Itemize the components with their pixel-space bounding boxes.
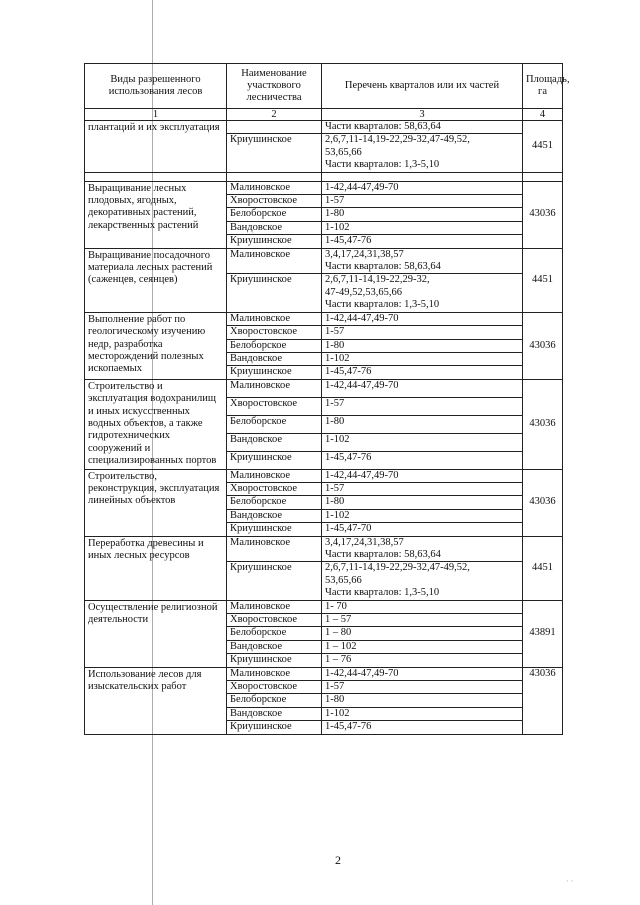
forestry-name-cell: Малиновское xyxy=(227,181,322,194)
forestry-name-cell: Белоборское xyxy=(227,339,322,352)
forestry-name-cell: Малиновское xyxy=(227,248,322,274)
quarters-line: 1-42,44-47,49-70 xyxy=(325,667,399,679)
use-kind-cell: Строительство, реконструкция, эксплуатация линейных объектов xyxy=(85,469,227,536)
quarters-cell xyxy=(322,433,523,451)
header-quarters-list: Перечень кварталов или их частей xyxy=(322,64,523,109)
quarters-line: 1- 70 xyxy=(325,600,347,612)
quarters-line: 2,6,7,11-14,19-22,29-32,47-49,52, xyxy=(325,562,470,574)
area-cell: 4451 xyxy=(523,121,563,173)
table-header-row xyxy=(85,64,563,109)
quarters-cell xyxy=(322,600,523,613)
quarters-line: Части кварталов: 58,63,64 xyxy=(325,121,441,132)
forestry-name-cell: Криушинское xyxy=(227,562,322,600)
quarters-line: Части кварталов: 58,63,64 xyxy=(325,549,441,560)
forestry-name-cell: Криушинское xyxy=(227,274,322,312)
corner-mark: · · xyxy=(566,877,574,886)
column-number: 4 xyxy=(523,109,563,121)
spacer-cell xyxy=(322,172,523,181)
forestry-name-cell: Вандовское xyxy=(227,352,322,365)
quarters-line: 1-80 xyxy=(325,208,345,220)
quarters-cell xyxy=(322,707,523,720)
quarters-line: 1-42,44-47,49-70 xyxy=(325,181,399,193)
quarters-line: Части кварталов: 58,63,64 xyxy=(325,261,441,273)
quarters-line: 1-102 xyxy=(325,433,350,445)
quarters-line: 1-57 xyxy=(325,195,345,207)
quarters-cell xyxy=(322,235,523,248)
area-cell: 43036 xyxy=(523,181,563,248)
column-number-row xyxy=(85,109,563,121)
quarters-line: 1-42,44-47,49-70 xyxy=(325,469,399,481)
area-cell: 43891 xyxy=(523,600,563,667)
table-body xyxy=(85,121,563,735)
quarters-cell xyxy=(322,415,523,433)
quarters-line: Части кварталов: 1,3-5,10 xyxy=(325,587,440,599)
quarters-line: 1-57 xyxy=(325,482,345,494)
quarters-line: 1-45,47-76 xyxy=(325,235,372,247)
forestry-name-cell: Криушинское xyxy=(227,451,322,469)
quarters-cell xyxy=(322,451,523,469)
header-area: Площадь, га xyxy=(523,64,563,109)
forestry-name-cell: Белоборское xyxy=(227,415,322,433)
forestry-name-cell: Хворостовское xyxy=(227,681,322,694)
quarters-cell xyxy=(322,536,523,562)
quarters-cell xyxy=(322,562,523,600)
use-kind-cell: Использование лесов для изыскательских работ xyxy=(85,667,227,734)
forestry-name-cell: Белоборское xyxy=(227,694,322,707)
table-row xyxy=(85,469,563,482)
forestry-name-cell: Малиновское xyxy=(227,469,322,482)
quarters-cell xyxy=(322,640,523,653)
quarters-cell xyxy=(322,326,523,339)
quarters-cell xyxy=(322,134,523,172)
quarters-line: 1 – 102 xyxy=(325,640,357,652)
quarters-cell xyxy=(322,627,523,640)
quarters-line: 2,6,7,11-14,19-22,29-32, xyxy=(325,274,430,286)
quarters-line: 1-57 xyxy=(325,681,345,693)
quarters-cell xyxy=(322,721,523,734)
table-row xyxy=(85,379,563,397)
forestry-name-cell: Малиновское xyxy=(227,600,322,613)
quarters-line: 3,4,17,24,31,38,57 xyxy=(325,248,404,260)
quarters-cell xyxy=(322,352,523,365)
forestry-name-cell: Малиновское xyxy=(227,667,322,680)
spacer-cell xyxy=(523,172,563,181)
table-row xyxy=(85,248,563,274)
forestry-name-cell: Белоборское xyxy=(227,208,322,221)
quarters-cell xyxy=(322,694,523,707)
forestry-name-cell: Малиновское xyxy=(227,536,322,562)
quarters-line: 1 – 57 xyxy=(325,614,352,626)
forestry-name-cell: Криушинское xyxy=(227,654,322,667)
quarters-cell xyxy=(322,274,523,312)
forestry-name-cell: Криушинское xyxy=(227,721,322,734)
header-use-kind: Виды разрешенного использования лесов xyxy=(85,64,227,109)
quarters-line: 1-80 xyxy=(325,339,345,351)
quarters-cell xyxy=(322,523,523,536)
quarters-line: 1 – 76 xyxy=(325,654,352,666)
table-row xyxy=(85,600,563,613)
quarters-line: 1-42,44-47,49-70 xyxy=(325,379,399,391)
quarters-line: 1-102 xyxy=(325,509,350,521)
forestry-name-cell: Хворостовское xyxy=(227,326,322,339)
use-kind-cell: Выращивание лесных плодовых, ягодных, декоративных растений, лекарственных растений xyxy=(85,181,227,248)
quarters-line: Части кварталов: 1,3-5,10 xyxy=(325,159,440,171)
quarters-cell xyxy=(322,221,523,234)
forestry-name-cell: Малиновское xyxy=(227,312,322,325)
quarters-line: 47-49,52,53,65,66 xyxy=(325,286,402,298)
spacer-cell xyxy=(85,172,227,181)
quarters-cell xyxy=(322,339,523,352)
forestry-name-cell: Вандовское xyxy=(227,509,322,522)
forestry-name-cell xyxy=(227,121,322,134)
page-number: 2 xyxy=(335,853,341,867)
quarters-cell xyxy=(322,482,523,495)
use-kind-cell: Выращивание посадочного материала лесных растений (саженцев, сеянцев) xyxy=(85,248,227,312)
table-row xyxy=(85,667,563,680)
quarters-line: 3,4,17,24,31,38,57 xyxy=(325,536,404,548)
quarters-cell xyxy=(322,681,523,694)
quarters-line: 1-102 xyxy=(325,707,350,719)
table-row xyxy=(85,312,563,325)
quarters-line: 1-102 xyxy=(325,352,350,364)
quarters-line: 53,65,66 xyxy=(325,146,362,158)
quarters-line: 1-80 xyxy=(325,415,345,427)
quarters-cell xyxy=(322,366,523,379)
use-kind-cell: Осуществление религиозной деятельности xyxy=(85,600,227,667)
quarters-cell xyxy=(322,195,523,208)
quarters-line: 1-57 xyxy=(325,397,345,409)
area-cell: 4451 xyxy=(523,248,563,312)
quarters-line: 1-80 xyxy=(325,496,345,508)
area-cell: 43036 xyxy=(523,469,563,536)
quarters-line: 1 – 80 xyxy=(325,627,352,639)
quarters-cell xyxy=(322,469,523,482)
column-number: 3 xyxy=(322,109,523,121)
quarters-line: Части кварталов: 1,3-5,10 xyxy=(325,299,440,311)
quarters-cell xyxy=(322,496,523,509)
quarters-cell xyxy=(322,654,523,667)
quarters-line: 1-45,47-70 xyxy=(325,523,372,535)
forestry-name-cell: Малиновское xyxy=(227,379,322,397)
forest-use-table xyxy=(84,63,570,735)
table-row xyxy=(85,121,563,134)
quarters-cell xyxy=(322,248,523,274)
forestry-name-cell: Криушинское xyxy=(227,366,322,379)
forestry-name-cell: Вандовское xyxy=(227,221,322,234)
use-kind-cell: Строительство и эксплуатация водохранилищ и иных искусственных водных объектов, а также гидротехнических сооружений и специализированных портов xyxy=(85,379,227,469)
forestry-name-cell: Хворостовское xyxy=(227,614,322,627)
area-cell: 43036 xyxy=(523,312,563,379)
quarters-cell xyxy=(322,667,523,680)
forestry-name-cell: Белоборское xyxy=(227,496,322,509)
quarters-cell xyxy=(322,208,523,221)
quarters-cell xyxy=(322,379,523,397)
forestry-name-cell: Хворостовское xyxy=(227,195,322,208)
spacer-cell xyxy=(227,172,322,181)
header-forestry-name: Наименование участкового лесничества xyxy=(227,64,322,109)
column-number: 2 xyxy=(227,109,322,121)
quarters-line: 2,6,7,11-14,19-22,29-32,47-49,52, xyxy=(325,134,470,146)
quarters-cell xyxy=(322,509,523,522)
quarters-cell xyxy=(322,121,523,134)
quarters-cell xyxy=(322,312,523,325)
forestry-name-cell: Криушинское xyxy=(227,134,322,172)
column-number: 1 xyxy=(85,109,227,121)
area-cell: 43036 xyxy=(523,379,563,469)
area-cell: 43036 xyxy=(523,667,563,734)
quarters-cell xyxy=(322,181,523,194)
spacer-row xyxy=(85,172,563,181)
quarters-line: 1-45,47-76 xyxy=(325,366,372,378)
table-row xyxy=(85,181,563,194)
quarters-line: 1-42,44-47,49-70 xyxy=(325,312,399,324)
forestry-name-cell: Белоборское xyxy=(227,627,322,640)
quarters-line: 1-57 xyxy=(325,326,345,338)
quarters-line: 1-102 xyxy=(325,221,350,233)
quarters-line: 1-80 xyxy=(325,694,345,706)
area-cell: 4451 xyxy=(523,536,563,600)
forestry-name-cell: Хворостовское xyxy=(227,397,322,415)
quarters-line: 53,65,66 xyxy=(325,574,362,586)
quarters-cell xyxy=(322,614,523,627)
forestry-name-cell: Вандовское xyxy=(227,707,322,720)
use-kind-cell: Выполнение работ по геологическому изучению недр, разработка месторождений полезных ископаемых xyxy=(85,312,227,379)
forestry-name-cell: Криушинское xyxy=(227,235,322,248)
use-kind-cell: Переработка древесины и иных лесных ресурсов xyxy=(85,536,227,600)
quarters-cell xyxy=(322,397,523,415)
table-row xyxy=(85,536,563,562)
forestry-name-cell: Вандовское xyxy=(227,640,322,653)
use-kind-cell: плантаций и их эксплуатация xyxy=(85,121,227,173)
forestry-name-cell: Вандовское xyxy=(227,433,322,451)
quarters-line: 1-45,47-76 xyxy=(325,451,372,463)
forestry-name-cell: Криушинское xyxy=(227,523,322,536)
quarters-line: 1-45,47-76 xyxy=(325,721,372,733)
forestry-name-cell: Хворостовское xyxy=(227,482,322,495)
